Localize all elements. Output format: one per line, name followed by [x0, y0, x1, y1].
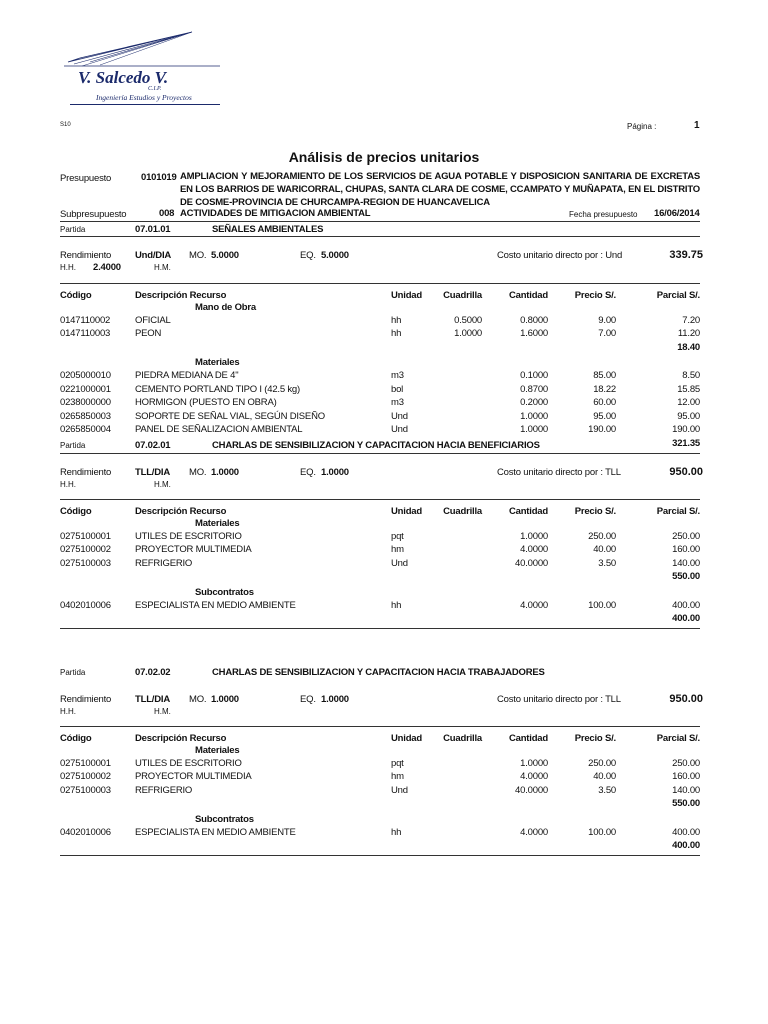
- table-row: [0, 758, 768, 772]
- resource-precio: 85.00: [593, 370, 616, 381]
- resource-code: 0402010006: [60, 826, 111, 838]
- resource-cantidad: 1.0000: [520, 757, 548, 769]
- group-total: 400.00: [672, 840, 700, 852]
- table-row: [0, 771, 768, 785]
- col-codigo: Código: [60, 506, 92, 517]
- group-title: Mano de Obra: [195, 302, 256, 313]
- col-codigo: Código: [60, 290, 92, 301]
- rendimiento-label: Rendimiento: [60, 467, 112, 478]
- eq-label: EQ.: [300, 250, 316, 261]
- col-descripcion: Descripción Recurso: [135, 733, 227, 744]
- hm-label: H.M.: [154, 480, 171, 489]
- resource-parcial: 15.85: [677, 383, 700, 395]
- resource-description: REFRIGERIO: [135, 784, 193, 796]
- resource-description: PROYECTOR MULTIMEDIA: [135, 771, 252, 783]
- resource-description: PANEL DE SEÑALIZACION AMBIENTAL: [135, 424, 303, 436]
- resource-code: 0238000000: [60, 397, 111, 409]
- resource-code: 0221000001: [60, 383, 111, 395]
- resource-precio: 250.00: [588, 530, 616, 542]
- column-header-rule: [60, 499, 700, 500]
- resource-precio: 95.00: [593, 410, 616, 422]
- rendimiento-unit: Und/DIA: [135, 250, 172, 261]
- mo-label: MO.: [189, 694, 207, 705]
- resource-code: 0275100001: [60, 757, 111, 769]
- mo-value: 5.0000: [211, 250, 239, 261]
- partida-code: 07.01.01: [135, 224, 171, 235]
- resource-unit: pqt: [391, 530, 404, 542]
- subpresupuesto-code: 008: [159, 208, 175, 219]
- partida-block: [0, 664, 768, 884]
- resource-description: UTILES DE ESCRITORIO: [135, 757, 242, 769]
- table-row: [0, 328, 768, 342]
- table-row: [0, 827, 768, 841]
- fecha-label: Fecha presupuesto: [569, 210, 638, 219]
- table-row: [0, 384, 768, 398]
- hh-label: H.H.: [60, 707, 76, 716]
- col-codigo: Código: [60, 733, 92, 744]
- eq-label: EQ.: [300, 467, 316, 478]
- logo-subtitle: Ingeniería Estudios y Proyectos: [96, 93, 192, 102]
- group-title: Subcontratos: [195, 587, 254, 598]
- resource-code: 0275100003: [60, 784, 111, 796]
- presupuesto-label: Presupuesto: [60, 173, 112, 184]
- resource-unit: Und: [391, 410, 408, 422]
- col-precio: Precio S/.: [574, 506, 616, 517]
- col-descripcion: Descripción Recurso: [135, 506, 227, 517]
- s10-label: S10: [60, 122, 71, 128]
- table-row: [0, 370, 768, 384]
- resource-code: 0147110002: [60, 314, 111, 326]
- rendimiento-unit: TLL/DIA: [135, 694, 171, 705]
- group-total: 400.00: [672, 613, 700, 625]
- partida-code: 07.02.01: [135, 440, 171, 451]
- resource-unit: bol: [391, 383, 404, 395]
- mo-label: MO.: [189, 467, 207, 478]
- resource-parcial: 400.00: [672, 826, 700, 838]
- resource-cantidad: 40.0000: [515, 557, 548, 569]
- col-precio: Precio S/.: [574, 290, 616, 301]
- resource-cantidad: 4.0000: [520, 544, 548, 556]
- logo-name: V. Salcedo V.: [78, 68, 169, 87]
- fecha-value: 16/06/2014: [654, 208, 700, 219]
- resource-precio: 40.00: [593, 544, 616, 556]
- header-divider: [60, 221, 700, 222]
- resource-unit: hh: [391, 314, 402, 326]
- table-row: [0, 315, 768, 329]
- resource-unit: hm: [391, 544, 404, 556]
- resource-unit: m3: [391, 370, 404, 381]
- resource-description: PROYECTOR MULTIMEDIA: [135, 544, 252, 556]
- mo-value: 1.0000: [211, 694, 239, 705]
- resource-parcial: 8.50: [682, 370, 700, 381]
- resource-cantidad: 0.2000: [520, 397, 548, 409]
- resource-parcial: 250.00: [672, 530, 700, 542]
- resource-precio: 3.50: [598, 784, 616, 796]
- resource-code: 0147110003: [60, 328, 111, 340]
- subpresupuesto-description: ACTIVIDADES DE MITIGACION AMBIENTAL: [180, 208, 371, 219]
- partida-divider: [60, 236, 700, 237]
- eq-value: 1.0000: [321, 694, 349, 705]
- resource-cuadrilla: 1.0000: [454, 328, 482, 340]
- col-unidad: Unidad: [391, 506, 422, 517]
- partida-name: SEÑALES AMBIENTALES: [212, 224, 324, 235]
- resource-code: 0402010006: [60, 599, 111, 611]
- group-title: Materiales: [195, 745, 240, 756]
- costo-value: 950.00: [669, 693, 703, 705]
- group-total: 321.35: [672, 438, 700, 449]
- presupuesto-code: 0101019: [141, 172, 177, 183]
- resource-precio: 3.50: [598, 557, 616, 569]
- resource-unit: pqt: [391, 757, 404, 769]
- resource-code: 0275100003: [60, 557, 111, 569]
- resource-unit: m3: [391, 397, 404, 409]
- col-precio: Precio S/.: [574, 733, 616, 744]
- partida-name: CHARLAS DE SENSIBILIZACION Y CAPACITACION HACIA TRABAJADORES: [212, 667, 545, 678]
- resource-parcial: 160.00: [672, 771, 700, 783]
- resource-parcial: 12.00: [677, 397, 700, 409]
- resource-precio: 60.00: [593, 397, 616, 409]
- resource-parcial: 7.20: [682, 314, 700, 326]
- costo-label: Costo unitario directo por : TLL: [497, 467, 621, 478]
- resource-description: CEMENTO PORTLAND TIPO I (42.5 kg): [135, 383, 300, 395]
- resource-description: PEON: [135, 328, 162, 340]
- costo-label: Costo unitario directo por : Und: [497, 250, 623, 261]
- table-row: [0, 424, 768, 438]
- resource-precio: 7.00: [598, 328, 616, 340]
- col-cantidad: Cantidad: [508, 733, 548, 744]
- partida-end-rule: [60, 855, 700, 856]
- resource-cantidad: 0.8000: [520, 314, 548, 326]
- resource-precio: 190.00: [588, 424, 616, 436]
- resource-parcial: 11.20: [677, 328, 700, 340]
- resource-unit: Und: [391, 424, 408, 436]
- mo-value: 1.0000: [211, 467, 239, 478]
- resource-cantidad: 1.6000: [520, 328, 548, 340]
- resource-description: UTILES DE ESCRITORIO: [135, 530, 242, 542]
- resource-description: SOPORTE DE SEÑAL VIAL, SEGÚN DISEÑO: [135, 410, 325, 422]
- presupuesto-description: AMPLIACION Y MEJORAMIENTO DE LOS SERVICIOS DE AGUA POTABLE Y DISPOSICION SANITARIA DE EXCRETAS EN LOS BARRIOS DE WARICORRAL, CHUPAS, SANTA CLARA DE COSME, CCAMPATO Y MUÑAPATA, EN EL DISTRITO DE COSME-PROVINCIA DE CHURCAMPA-REGION DE HUANCAVELICA: [180, 171, 700, 208]
- company-logo: [60, 28, 230, 108]
- resource-cantidad: 1.0000: [520, 424, 548, 436]
- resource-precio: 40.00: [593, 771, 616, 783]
- costo-value: 950.00: [669, 466, 703, 478]
- logo-swoosh-icon: [60, 28, 230, 73]
- eq-value: 1.0000: [321, 467, 349, 478]
- resource-description: HORMIGON (PUESTO EN OBRA): [135, 397, 277, 409]
- table-row: [0, 411, 768, 425]
- rendimiento-label: Rendimiento: [60, 250, 112, 261]
- col-parcial: Parcial S/.: [656, 290, 700, 301]
- eq-value: 5.0000: [321, 250, 349, 261]
- col-cantidad: Cantidad: [508, 290, 548, 301]
- group-title: Materiales: [195, 518, 240, 529]
- resource-unit: Und: [391, 557, 408, 569]
- resource-precio: 100.00: [588, 826, 616, 838]
- group-total: 18.40: [677, 341, 700, 353]
- page-label: Página :: [627, 122, 657, 131]
- group-title: Subcontratos: [195, 814, 254, 825]
- resource-description: REFRIGERIO: [135, 557, 193, 569]
- resource-parcial: 95.00: [677, 410, 700, 422]
- resource-description: PIEDRA MEDIANA DE 4": [135, 370, 239, 381]
- partida-label: Partida: [60, 441, 86, 450]
- partida-name: CHARLAS DE SENSIBILIZACION Y CAPACITACION HACIA BENEFICIARIOS: [212, 440, 540, 451]
- rendimiento-label: Rendimiento: [60, 694, 112, 705]
- partida-block: [0, 437, 768, 657]
- resource-code: 0205000010: [60, 370, 111, 381]
- partida-label: Partida: [60, 225, 86, 234]
- hh-label: H.H.: [60, 480, 76, 489]
- resource-cantidad: 0.1000: [520, 370, 548, 381]
- hm-label: H.M.: [154, 263, 171, 272]
- resource-cuadrilla: 0.5000: [454, 314, 482, 326]
- eq-label: EQ.: [300, 694, 316, 705]
- resource-precio: 18.22: [593, 383, 616, 395]
- hm-label: H.M.: [154, 707, 171, 716]
- logo-cip: C.I.P.: [148, 86, 162, 92]
- page-title: Análisis de precios unitarios: [288, 149, 480, 165]
- resource-cantidad: 40.0000: [515, 784, 548, 796]
- resource-description: ESPECIALISTA EN MEDIO AMBIENTE: [135, 599, 296, 611]
- resource-parcial: 140.00: [672, 557, 700, 569]
- resource-unit: hh: [391, 826, 402, 838]
- resource-description: ESPECIALISTA EN MEDIO AMBIENTE: [135, 826, 296, 838]
- col-cuadrilla: Cuadrilla: [443, 506, 482, 517]
- col-parcial: Parcial S/.: [656, 733, 700, 744]
- hh-label: H.H.: [60, 263, 76, 272]
- resource-code: 0265850003: [60, 410, 111, 422]
- resource-parcial: 400.00: [672, 599, 700, 611]
- table-row: [0, 600, 768, 614]
- table-row: [0, 785, 768, 799]
- resource-unit: hh: [391, 328, 402, 340]
- resource-precio: 9.00: [598, 314, 616, 326]
- col-cantidad: Cantidad: [508, 506, 548, 517]
- resource-parcial: 250.00: [672, 757, 700, 769]
- group-title: Materiales: [195, 357, 240, 369]
- mo-label: MO.: [189, 250, 207, 261]
- rendimiento-unit: TLL/DIA: [135, 467, 171, 478]
- col-unidad: Unidad: [391, 733, 422, 744]
- resource-code: 0265850004: [60, 424, 111, 436]
- resource-cantidad: 0.8700: [520, 383, 548, 395]
- group-total: 550.00: [672, 798, 700, 810]
- subpresupuesto-label: Subpresupuesto: [60, 209, 127, 220]
- hh-value: 2.4000: [93, 262, 121, 273]
- resource-code: 0275100002: [60, 771, 111, 783]
- column-header-rule: [60, 283, 700, 284]
- table-row: [0, 544, 768, 558]
- resource-unit: Und: [391, 784, 408, 796]
- table-row: [0, 558, 768, 572]
- group-total: 550.00: [672, 571, 700, 583]
- resource-cantidad: 4.0000: [520, 771, 548, 783]
- resource-cantidad: 4.0000: [520, 826, 548, 838]
- resource-cantidad: 4.0000: [520, 599, 548, 611]
- col-unidad: Unidad: [391, 290, 422, 301]
- costo-value: 339.75: [669, 249, 703, 261]
- resource-parcial: 190.00: [672, 424, 700, 436]
- resource-parcial: 160.00: [672, 544, 700, 556]
- col-descripcion: Descripción Recurso: [135, 290, 227, 301]
- col-parcial: Parcial S/.: [656, 506, 700, 517]
- table-row: [0, 397, 768, 411]
- col-cuadrilla: Cuadrilla: [443, 290, 482, 301]
- resource-precio: 100.00: [588, 599, 616, 611]
- resource-code: 0275100001: [60, 530, 111, 542]
- resource-cantidad: 1.0000: [520, 530, 548, 542]
- partida-label: Partida: [60, 668, 86, 677]
- table-row: [0, 531, 768, 545]
- resource-unit: hh: [391, 599, 402, 611]
- resource-parcial: 140.00: [672, 784, 700, 796]
- partida-code: 07.02.02: [135, 667, 171, 678]
- resource-code: 0275100002: [60, 544, 111, 556]
- costo-label: Costo unitario directo por : TLL: [497, 694, 621, 705]
- resource-cantidad: 1.0000: [520, 410, 548, 422]
- column-header-rule: [60, 726, 700, 727]
- resource-precio: 250.00: [588, 757, 616, 769]
- resource-description: OFICIAL: [135, 314, 171, 326]
- col-cuadrilla: Cuadrilla: [443, 733, 482, 744]
- page-number: 1: [694, 120, 700, 131]
- partida-end-rule: [60, 628, 700, 629]
- resource-unit: hm: [391, 771, 404, 783]
- logo-underline: [70, 104, 220, 105]
